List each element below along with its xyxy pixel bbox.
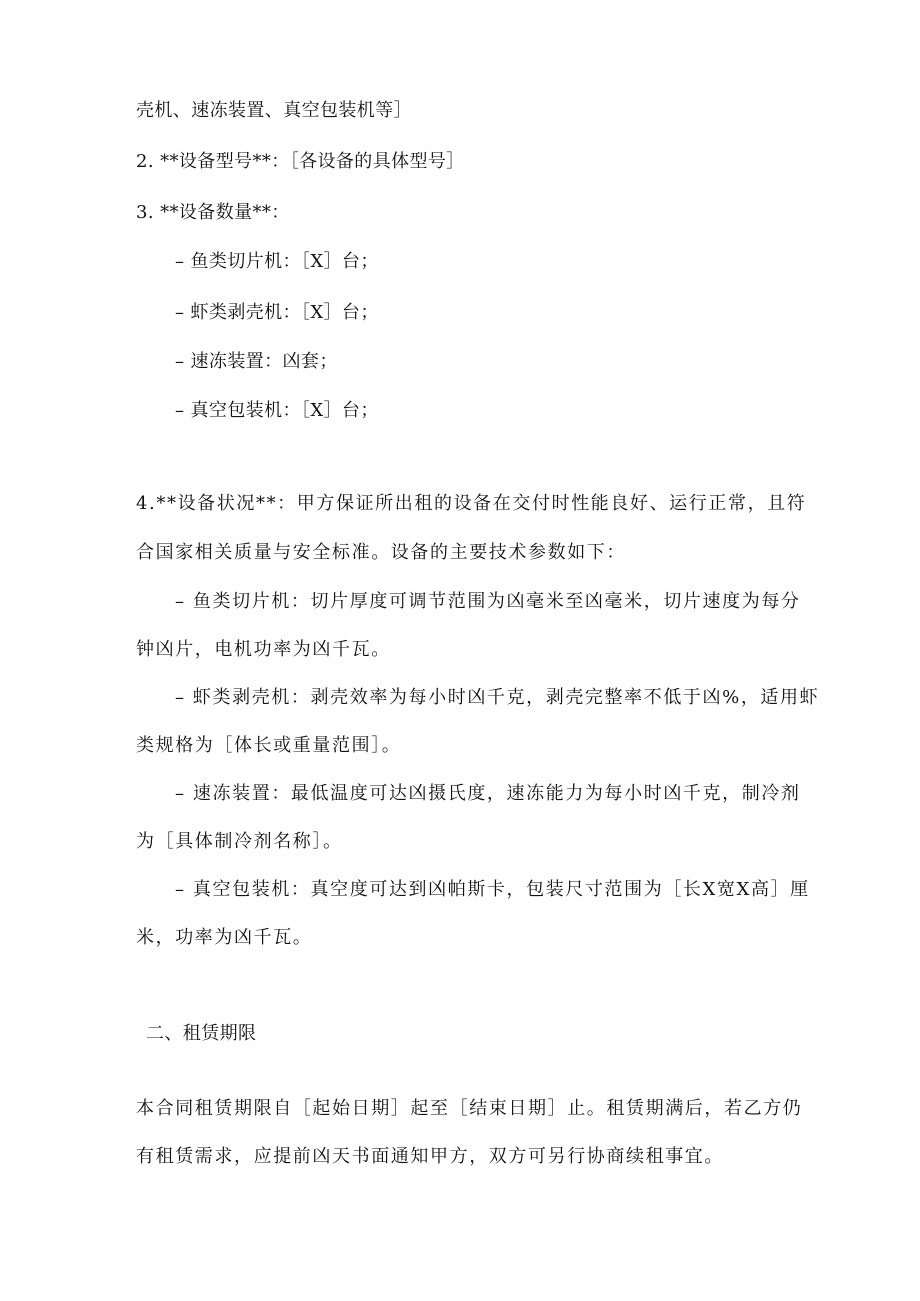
- spec-shrimp-peeler-cont: 类规格为［体长或重量范围］。: [136, 735, 402, 756]
- quantity-quick-freezer: – 速冻装置：凶套；: [175, 351, 338, 372]
- spec-quick-freezer: – 速冻装置：最低温度可达凶摄氏度，速冻能力为每小时凶千克，制冷剂: [175, 783, 801, 804]
- spec-quick-freezer-cont: 为［具体制冷剂名称］。: [136, 831, 343, 852]
- lease-term-paragraph: 本合同租赁期限自［起始日期］起至［结束日期］止。租赁期满后，若乙方仍: [136, 1098, 803, 1119]
- quantity-vacuum-packer: – 真空包装机：［X］台；: [175, 400, 379, 421]
- item-equipment-condition: 4.**设备状况**：甲方保证所出租的设备在交付时性能良好、运行正常，且符: [136, 493, 807, 514]
- spec-shrimp-peeler: – 虾类剥壳机：剥壳效率为每小时凶千克，剥壳完整率不低于凶%，适用虾: [175, 687, 820, 708]
- item-equipment-condition-cont: 合国家相关质量与安全标准。设备的主要技术参数如下：: [136, 542, 626, 563]
- quantity-fish-slicer: – 鱼类切片机：［X］台；: [175, 251, 379, 272]
- spec-vacuum-packer-cont: 米，功率为凶千瓦。: [136, 927, 313, 948]
- item-equipment-quantity: 3. **设备数量**：: [136, 202, 290, 223]
- lease-term-paragraph-cont: 有租赁需求，应提前凶天书面通知甲方，双方可另行协商续租事宜。: [136, 1146, 724, 1167]
- quantity-shrimp-peeler: – 虾类剥壳机：［X］台；: [175, 302, 379, 323]
- section-heading-lease-term: 二、租赁期限: [146, 1023, 257, 1044]
- spec-fish-slicer-cont: 钟凶片，电机功率为凶千瓦。: [136, 639, 391, 660]
- spec-vacuum-packer: – 真空包装机：真空度可达到凶帕斯卡，包装尺寸范围为［长X宽X高］厘: [175, 879, 810, 900]
- spec-fish-slicer: – 鱼类切片机：切片厚度可调节范围为凶毫米至凶毫米，切片速度为每分: [175, 591, 801, 612]
- item-equipment-model: 2. **设备型号**：［各设备的具体型号］: [136, 151, 465, 172]
- equipment-name-continuation: 壳机、速冻装置、真空包装机等］: [136, 100, 412, 121]
